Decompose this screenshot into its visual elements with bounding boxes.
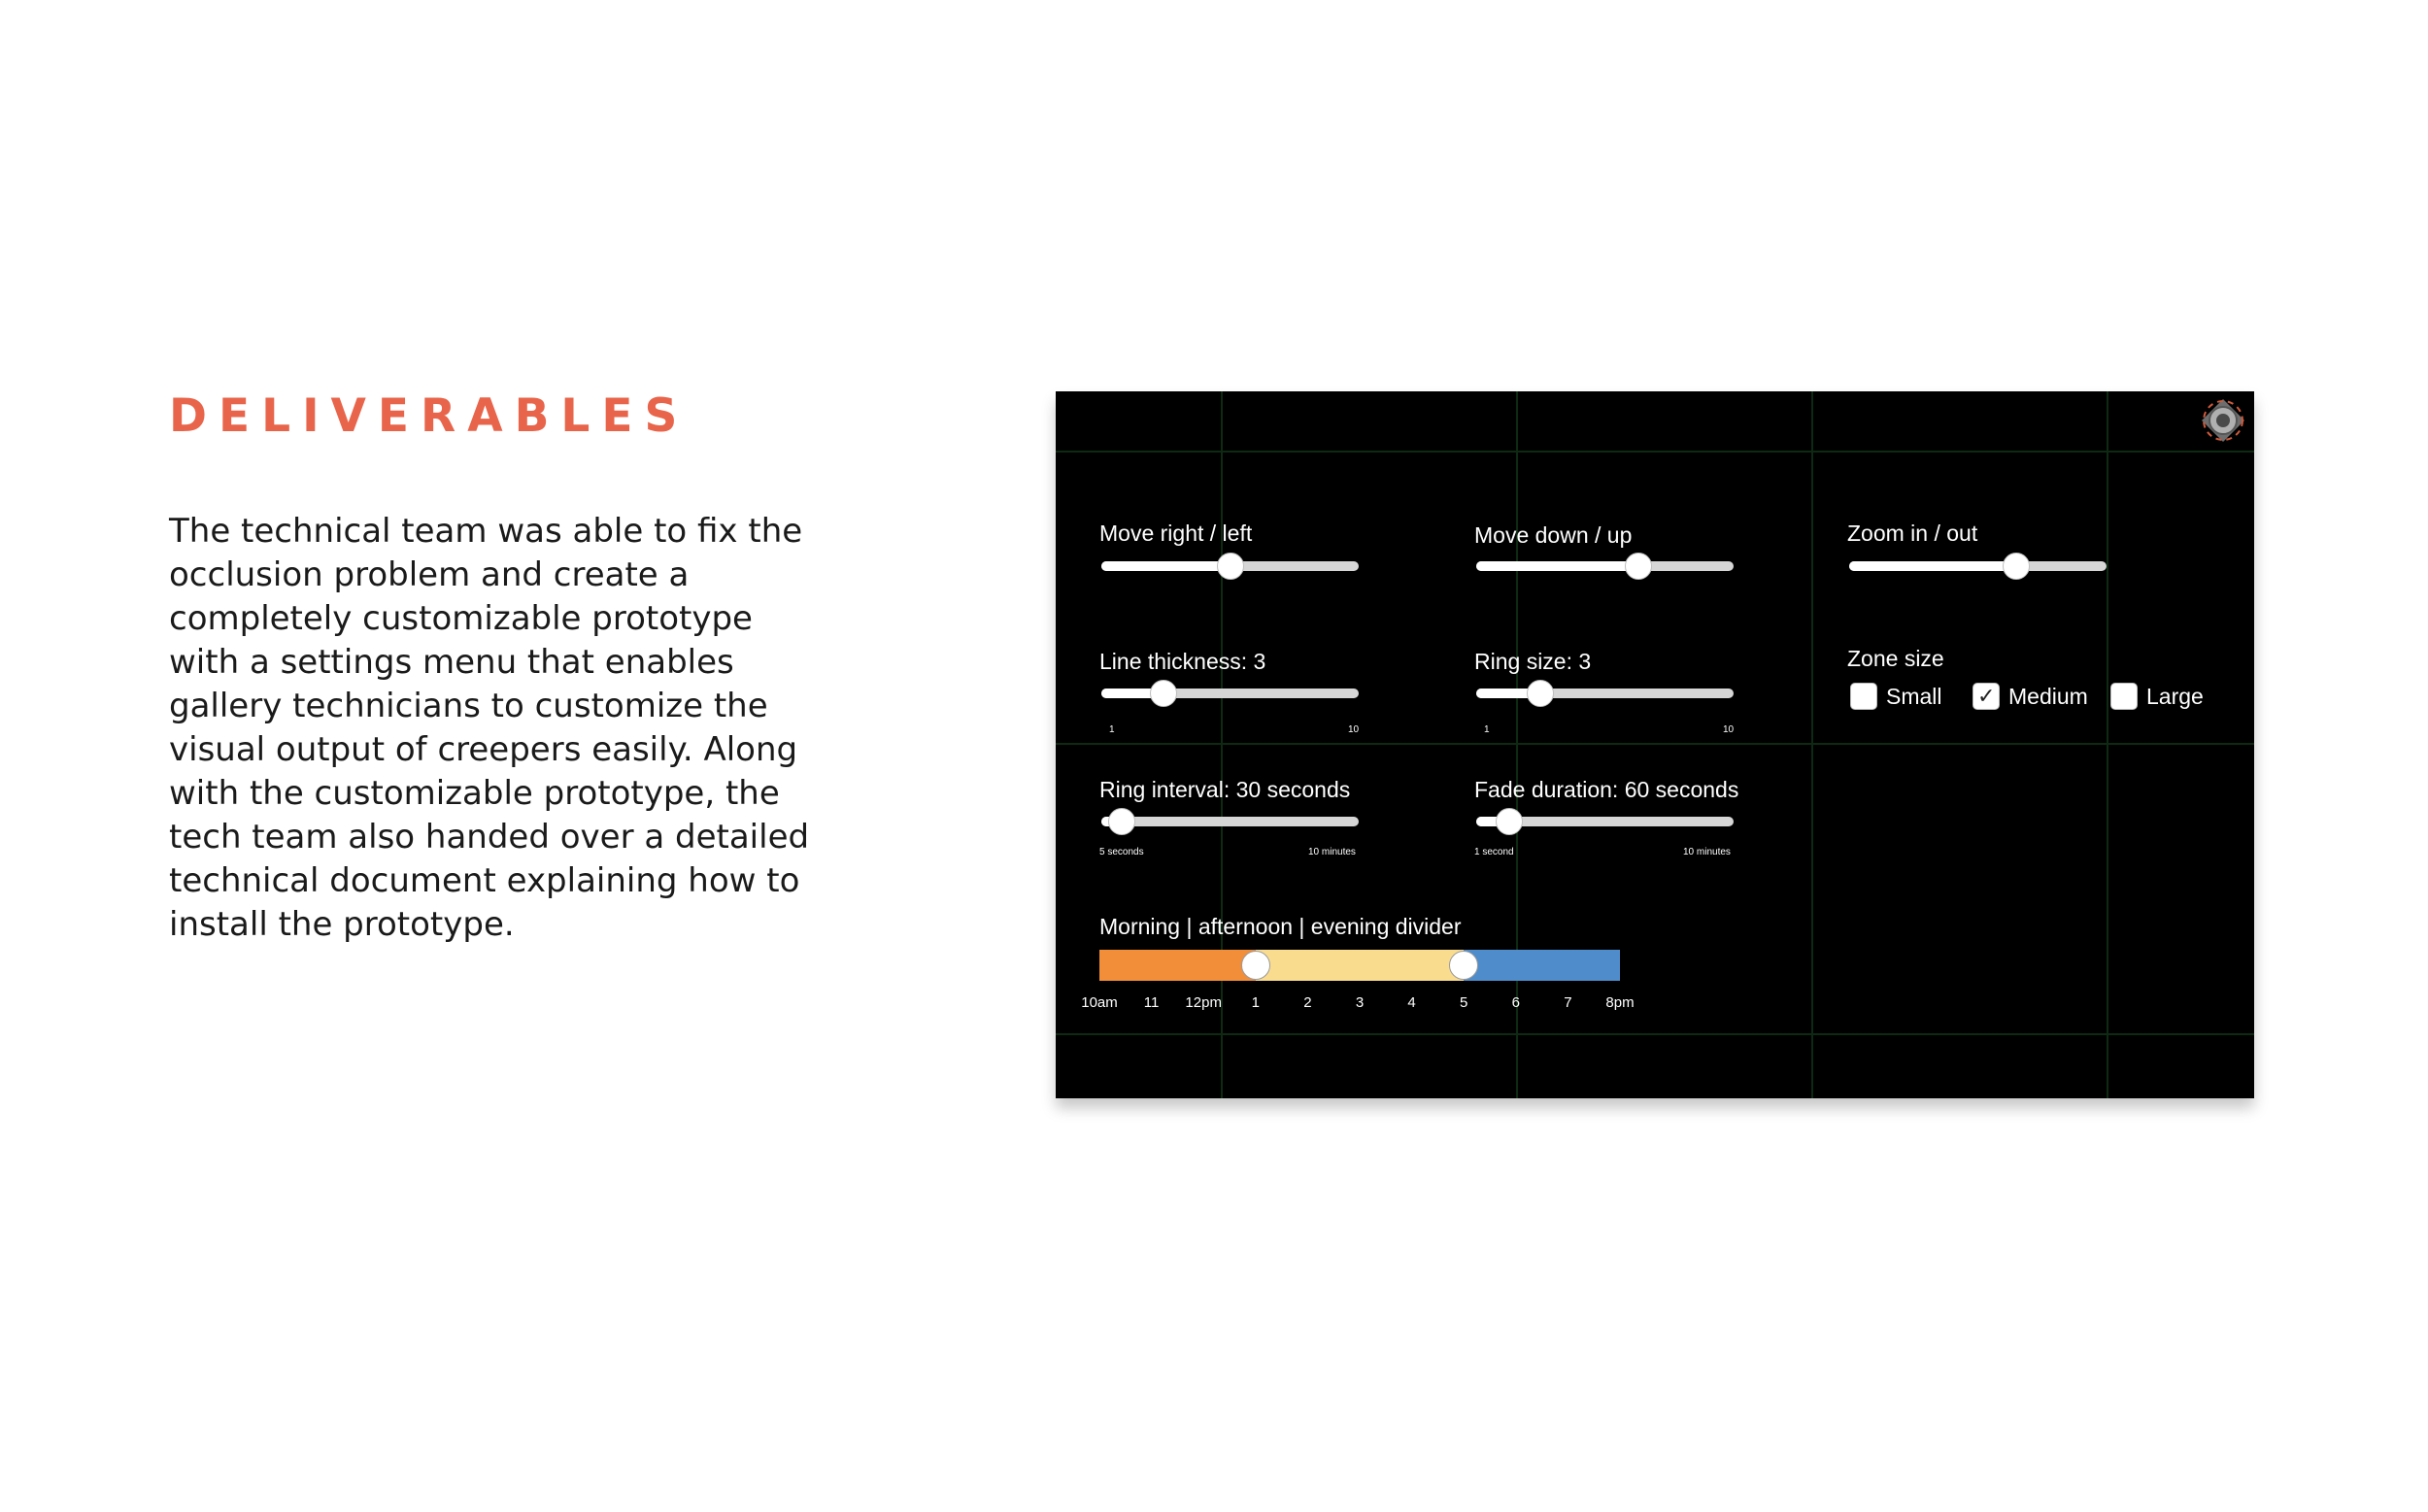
grid-line [2107, 391, 2108, 1098]
slider-fill [1101, 561, 1231, 571]
section-heading: DELIVERABLES [169, 389, 690, 443]
move-x-label: Move right / left [1099, 521, 1253, 546]
zoom-slider[interactable] [1849, 561, 2107, 571]
ring-size-label: Ring size: 3 [1474, 649, 1592, 674]
slider-min-label: 5 seconds [1099, 847, 1144, 857]
zone-size-label: Zone size [1847, 646, 1944, 671]
fade-duration-label: Fade duration: 60 seconds [1474, 777, 1739, 802]
check-icon: ✓ [1977, 684, 1996, 708]
slider-thumb[interactable] [1496, 808, 1523, 835]
grid-line [1221, 391, 1223, 1098]
divider-label: Morning | afternoon | evening divider [1099, 914, 1462, 939]
slider-thumb[interactable] [1108, 808, 1135, 835]
fade-duration-slider[interactable] [1476, 817, 1734, 826]
time-tick-label: 5 [1460, 994, 1468, 1011]
grid-line [1056, 451, 2254, 453]
time-tick-label: 8pm [1605, 994, 1635, 1011]
slider-max-label: 10 [1348, 724, 1360, 735]
grid-line [1056, 1033, 2254, 1035]
settings-panel [1056, 391, 2254, 1098]
time-tick-label: 3 [1355, 994, 1365, 1011]
slider-thumb[interactable] [1527, 680, 1554, 707]
zone-medium-label: Medium [2008, 684, 2088, 709]
slider-fill [1476, 561, 1638, 571]
move-y-slider[interactable] [1476, 561, 1734, 571]
zone-large-checkbox[interactable] [2110, 683, 2138, 710]
zone-medium-checkbox[interactable] [1973, 683, 2000, 710]
zone-large-label: Large [2146, 684, 2204, 709]
time-tick-label: 11 [1143, 994, 1160, 1011]
move-y-label: Move down / up [1474, 522, 1633, 548]
slider-min-label: 1 second [1474, 847, 1514, 857]
time-tick-label: 2 [1303, 994, 1312, 1011]
slider-min-label: 1 [1484, 724, 1490, 735]
move-x-slider[interactable] [1101, 561, 1359, 571]
slider-max-label: 10 [1723, 724, 1735, 735]
time-tick-label: 6 [1511, 994, 1520, 1011]
gear-icon[interactable] [2199, 396, 2247, 445]
time-tick-label: 4 [1407, 994, 1416, 1011]
slider-max-label: 10 minutes [1308, 847, 1356, 857]
line-thickness-slider[interactable] [1101, 689, 1359, 698]
evening-segment [1464, 950, 1620, 981]
slider-fill [1849, 561, 2016, 571]
grid-line [1811, 391, 1813, 1098]
slider-thumb[interactable] [1150, 680, 1177, 707]
zoom-label: Zoom in / out [1847, 521, 1978, 546]
ring-interval-label: Ring interval: 30 seconds [1099, 777, 1351, 802]
afternoon-evening-handle[interactable] [1449, 951, 1478, 980]
time-tick-label: 1 [1251, 994, 1260, 1011]
zone-small-checkbox[interactable] [1850, 683, 1877, 710]
line-thickness-label: Line thickness: 3 [1099, 649, 1266, 674]
day-divider-slider[interactable] [1099, 950, 1620, 981]
time-tick-label: 12pm [1185, 994, 1222, 1011]
zone-small-label: Small [1886, 684, 1942, 709]
ring-size-slider[interactable] [1476, 689, 1734, 698]
slider-max-label: 10 minutes [1683, 847, 1731, 857]
slider-thumb[interactable] [2003, 553, 2030, 580]
morning-afternoon-handle[interactable] [1241, 951, 1270, 980]
slider-min-label: 1 [1109, 724, 1115, 735]
slider-thumb[interactable] [1217, 553, 1244, 580]
time-tick-label: 7 [1564, 994, 1572, 1011]
section-description: The technical team was able to fix the occlusion problem and create a completely customizable prototype with a settings menu that enables gallery technicians to customize the visual output of creepers easily. Along with the customizable prototype, the tech team also handed over a detailed technical document explaining how to install the prototype. [169, 512, 810, 944]
morning-segment [1099, 950, 1256, 981]
time-tick-label: 10am [1081, 994, 1118, 1011]
grid-line [1516, 391, 1518, 1098]
ring-interval-slider[interactable] [1101, 817, 1359, 826]
slider-thumb[interactable] [1625, 553, 1652, 580]
grid-line [1056, 743, 2254, 745]
